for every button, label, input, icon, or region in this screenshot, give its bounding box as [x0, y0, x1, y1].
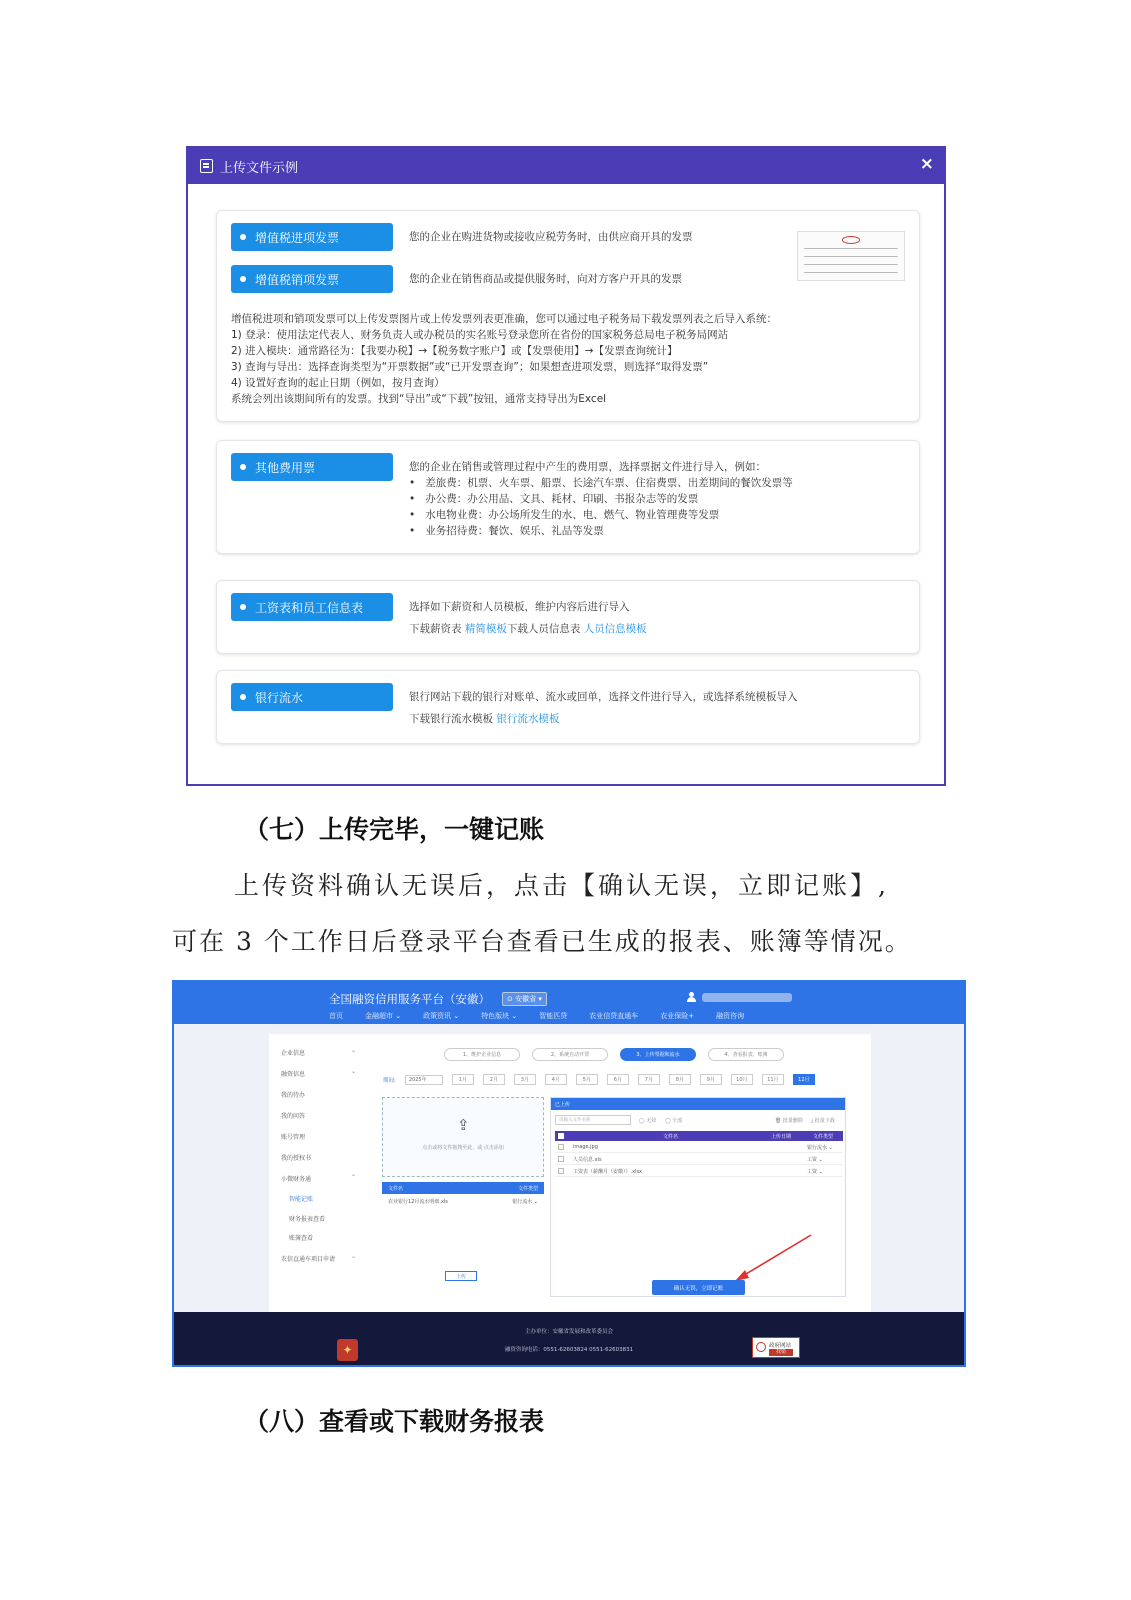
- region-select[interactable]: ⊙ 安徽省 ▾: [502, 992, 547, 1006]
- other-expense-item: • 水电物业费：办公场所发生的水、电、燃气、物业管理费等发票: [409, 509, 720, 521]
- gov-site-error-badge[interactable]: 政府网站 找错: [752, 1337, 800, 1358]
- other-expense-item: • 办公费：办公用品、文具、耗材、印刷、书报杂志等的发票: [409, 493, 699, 505]
- uploaded-table-header: 文件名 上传日期 文件类型: [555, 1131, 843, 1141]
- bullet-dot-icon: [240, 276, 246, 282]
- platform-footer: [174, 1312, 964, 1367]
- batch-delete-button[interactable]: 🗑 批量删除: [775, 1118, 803, 1124]
- row-checkbox[interactable]: [558, 1168, 564, 1174]
- salary-staff-button[interactable]: 工资表和员工信息表: [231, 593, 393, 621]
- side-menu-item[interactable]: 我的授权书: [281, 1155, 312, 1162]
- other-expense-item: • 业务招待费：餐饮、娱乐、礼品等发票: [409, 525, 604, 537]
- table-row: image.jpg 银行流水 ⌄: [555, 1142, 843, 1153]
- file-type-select[interactable]: 工资 ⌄: [807, 1157, 823, 1163]
- section7-paragraph-line2: 可在 3 个工作日后登录平台查看已生成的报表、账簿等情况。: [172, 927, 912, 956]
- upload-button[interactable]: 上传: [445, 1271, 477, 1281]
- bank-statement-card: [216, 670, 920, 744]
- vat-input-invoice-button[interactable]: 增值税进项发票: [231, 223, 393, 251]
- file-type-select[interactable]: 银行流水 ⌄: [807, 1145, 833, 1151]
- period-selector: [383, 1074, 815, 1085]
- platform-header: [174, 982, 964, 1024]
- month-button[interactable]: 1月: [452, 1074, 474, 1085]
- magnifier-icon: [756, 1342, 766, 1352]
- upload-icon: ⇪: [457, 1116, 470, 1134]
- side-menu-item[interactable]: 账号管理: [281, 1134, 306, 1141]
- section7-heading: （七）上传完毕，一键记账: [244, 815, 545, 844]
- table-row: 人员信息.xls 工资 ⌄: [555, 1154, 843, 1165]
- file-type-select[interactable]: 银行流水 ⌄: [512, 1198, 538, 1205]
- step-tab[interactable]: 4、查看报表、账簿: [708, 1048, 784, 1061]
- salary-desc: 选择如下薪资和人员模板，维护内容后进行导入: [409, 601, 630, 613]
- file-dropzone[interactable]: [382, 1097, 544, 1177]
- month-button[interactable]: 7月: [638, 1074, 660, 1085]
- row-checkbox[interactable]: [558, 1156, 564, 1162]
- bank-desc: 银行网站下载的银行对账单、流水或回单，选择文件进行导入，或选择系统模板导入: [409, 691, 798, 703]
- filter-all[interactable]: ◯ 全部: [665, 1118, 683, 1124]
- staff-template-link[interactable]: 人员信息模板: [583, 623, 647, 635]
- bullet-dot-icon: [240, 604, 246, 610]
- uploaded-bar: 已上传: [551, 1098, 845, 1110]
- month-button[interactable]: 9月: [700, 1074, 722, 1085]
- step-tab-current[interactable]: 3、上传票据和流水: [620, 1048, 696, 1061]
- government-emblem-icon: ✦: [337, 1339, 358, 1361]
- vat-guide-line: 增值税进项和销项发票可以上传发票图片或上传发票列表更准确，您可以通过电子税务局下载发票列表之后导入系统：: [231, 313, 777, 325]
- invoice-sample-image: [797, 231, 905, 281]
- step-tabs: [444, 1048, 784, 1061]
- row-checkbox[interactable]: [558, 1144, 564, 1150]
- other-expense-item: • 差旅费：机票、火车票、船票、长途汽车票、住宿费票、出差期间的餐饮发票等: [409, 477, 793, 489]
- close-icon[interactable]: ×: [919, 154, 934, 174]
- salary-card: [216, 580, 920, 654]
- side-menu-item[interactable]: 我的问答: [281, 1113, 306, 1120]
- side-menu-item[interactable]: 小微财务通: [281, 1176, 312, 1183]
- pending-files-table: [382, 1182, 544, 1208]
- vat-guide-line: 1) 登录：使用法定代表人、财务负责人或办税员的实名账号登录您所在省份的国家税务总局电子税务局网站: [231, 329, 729, 341]
- month-button[interactable]: 2月: [483, 1074, 505, 1085]
- user-icon[interactable]: [687, 992, 696, 1002]
- nav-item[interactable]: 特色版块 ⌄: [481, 1012, 518, 1020]
- platform-screenshot: [172, 980, 966, 1367]
- salary-download-line: 下载薪资表 精简模板下载人员信息表 人员信息模板: [409, 623, 647, 635]
- footer-organizer: 主办单位：安徽省发展和改革委员会: [524, 1329, 613, 1335]
- platform-main: [269, 1034, 871, 1312]
- bank-statement-button[interactable]: 银行流水: [231, 683, 393, 711]
- filter-invalid[interactable]: ◯ 无效: [639, 1118, 657, 1124]
- vat-guide-line: 4) 设置好查询的起止日期（例如，按月查询）: [231, 377, 445, 389]
- side-menu-item[interactable]: 农信直通车项目申请: [281, 1256, 336, 1263]
- upload-example-dialog: [186, 146, 946, 786]
- year-select[interactable]: 2025年: [405, 1075, 443, 1085]
- confirm-and-book-button[interactable]: 确认无误，立即记账: [652, 1280, 745, 1295]
- other-expense-card: [216, 440, 920, 554]
- month-button[interactable]: 4月: [545, 1074, 567, 1085]
- dialog-header: [188, 148, 944, 184]
- chevron-up-icon: ⌃: [351, 1174, 357, 1181]
- platform-nav: [329, 1011, 744, 1021]
- month-button[interactable]: 6月: [607, 1074, 629, 1085]
- step-tab[interactable]: 2、系统自动开票: [532, 1048, 608, 1061]
- bullet-dot-icon: [240, 464, 246, 470]
- platform-title: 全国融资信用服务平台（安徽）: [329, 992, 490, 1006]
- nav-item[interactable]: 农业信贷直通车: [589, 1012, 639, 1020]
- batch-download-button[interactable]: ⤓ 批量下载: [811, 1118, 835, 1124]
- table-row: 工资表（薪酬月（安徽））.xlsx 工资 ⌄: [555, 1166, 843, 1177]
- simple-template-link[interactable]: 精简模板: [464, 623, 507, 635]
- side-menu-item[interactable]: 融资信息: [281, 1071, 306, 1078]
- user-name-blurred: [702, 993, 792, 1002]
- bullet-dot-icon: [240, 694, 246, 700]
- file-search-input[interactable]: 请输入文件名称: [555, 1115, 631, 1125]
- vat-output-desc: 您的企业在销售商品或提供服务时，向对方客户开具的发票: [409, 273, 682, 285]
- document-icon: [200, 159, 213, 173]
- chevron-down-icon: ⌄: [351, 1047, 357, 1054]
- table-header: 文件名 文件类型: [382, 1182, 544, 1194]
- file-type-select[interactable]: 工资 ⌄: [807, 1169, 823, 1175]
- month-button[interactable]: 8月: [669, 1074, 691, 1085]
- section8-heading: （八）查看或下载财务报表: [244, 1407, 545, 1436]
- table-row: 农业银行12月流水明细.xls 银行流水 ⌄: [388, 1198, 538, 1205]
- bank-download-line: 下载银行流水模板 银行流水模板: [409, 713, 560, 725]
- vat-guide-line: 2) 进入模块：通常路径为：【我要办税】→【税务数字账户】或【发票使用】→【发票查询统计】: [231, 345, 678, 357]
- month-button[interactable]: 3月: [514, 1074, 536, 1085]
- month-button[interactable]: 5月: [576, 1074, 598, 1085]
- period-label: 期间:: [383, 1077, 396, 1084]
- vat-invoice-card: [216, 210, 920, 422]
- nav-item[interactable]: 金融超市 ⌄: [365, 1012, 402, 1020]
- dialog-title: 上传文件示例: [220, 160, 299, 176]
- nav-item[interactable]: 首页: [329, 1012, 343, 1020]
- nav-item[interactable]: 政策资讯 ⌄: [423, 1012, 460, 1020]
- vat-guide-line: 系统会列出该期间所有的发票。找到“导出”或“下载”按钮，通常支持导出为Excel: [231, 393, 607, 405]
- pointer-arrow-annotation: [731, 1232, 815, 1284]
- side-menu-item[interactable]: 我的待办: [281, 1092, 306, 1099]
- chevron-down-icon: ⌄: [351, 1068, 357, 1075]
- section7-paragraph-line1: 上传资料确认无误后，点击【确认无误，立即记账】,: [234, 871, 889, 900]
- vat-guide-line: 3) 查询与导出：选择查询类型为“开票数据”或“已开发票查询”；如果想查进项发票，则选择“取得发票”: [231, 361, 709, 373]
- bullet-dot-icon: [240, 234, 246, 240]
- vat-output-invoice-button[interactable]: 增值税销项发票: [231, 265, 393, 293]
- select-all-checkbox[interactable]: [558, 1133, 564, 1139]
- month-button[interactable]: 10月: [731, 1074, 753, 1085]
- other-expense-intro: 您的企业在销售或管理过程中产生的费用票，选择票据文件进行导入，例如：: [409, 461, 766, 473]
- side-menu-item-smart-accounting[interactable]: 智能记账: [289, 1196, 314, 1203]
- nav-item[interactable]: 智能匹贷: [539, 1012, 568, 1020]
- footer-phone: 融资咨询电话：0551-62603824 0551-62603831: [504, 1347, 634, 1353]
- nav-item[interactable]: 农业保险+: [660, 1012, 695, 1020]
- nav-item[interactable]: 融资咨询: [716, 1012, 745, 1020]
- other-expense-button[interactable]: 其他费用票: [231, 453, 393, 481]
- step-tab[interactable]: 1、维护企业信息: [444, 1048, 520, 1061]
- side-menu-item[interactable]: 财务报表查看: [289, 1216, 326, 1223]
- bank-template-link[interactable]: 银行流水模板: [496, 713, 560, 725]
- dropzone-text: 点击或将文件拖拽至此，或 点击添加: [422, 1145, 504, 1151]
- chevron-down-icon: ⌄: [351, 1253, 357, 1260]
- side-menu: [269, 1034, 359, 1312]
- side-menu-item[interactable]: 账簿查看: [289, 1235, 314, 1242]
- vat-input-desc: 您的企业在购进货物或接收应税劳务时，由供应商开具的发票: [409, 231, 693, 243]
- side-menu-item[interactable]: 企业信息: [281, 1050, 306, 1057]
- month-button[interactable]: 11月: [762, 1074, 784, 1085]
- month-button-selected[interactable]: 12月: [793, 1074, 815, 1085]
